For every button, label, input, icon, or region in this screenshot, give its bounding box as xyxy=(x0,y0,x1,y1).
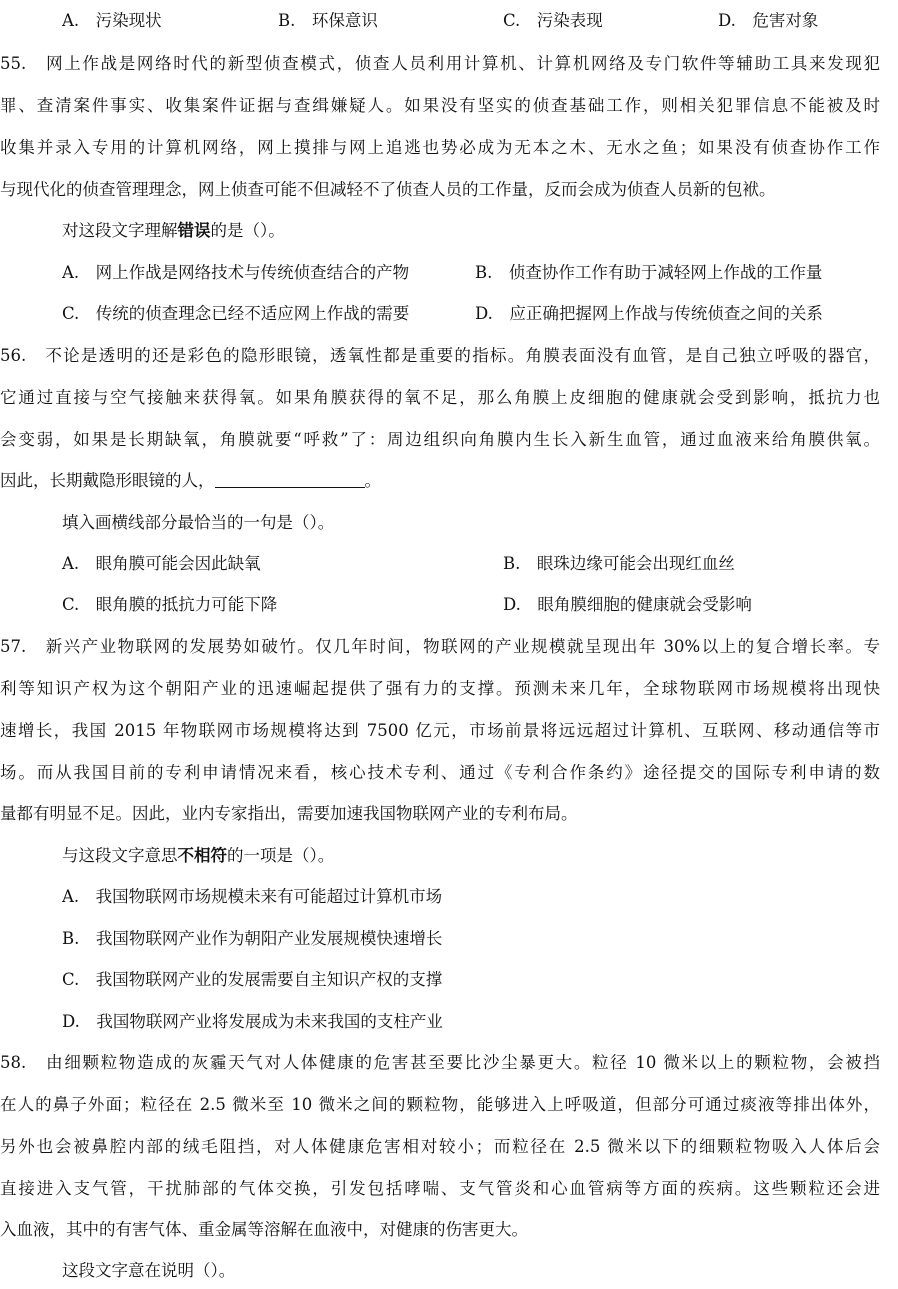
q58-passage-last-line: 入血液，其中的有害气体、重金属等溶解在血液中，对健康的伤害更大。 xyxy=(0,1220,528,1239)
q56-option-a: A. 眼角膜可能会因此缺氧 xyxy=(62,554,261,573)
q56-passage-last-line: 因此，长期戴隐形眼镜的人， 。 xyxy=(0,471,381,490)
q58-passage-line: 直接进入支气管，干扰肺部的气体交换，引发包括哮喘、支气管炎和心血管病等方面的疾病。这些颗粒还会进 xyxy=(0,1179,880,1198)
q55-passage-line: 收集并录入专用的计算机网络，网上摸排与网上追逃也势必成为无本之木、无水之鱼；如果没有侦查协作工作 xyxy=(0,138,880,157)
q55-option-d: D. 应正确把握网上作战与传统侦查之间的关系 xyxy=(475,304,823,323)
q58-passage-line: 在人的鼻子外面；粒径在 2.5 微米至 10 微米之间的颗粒物，能够进入上呼吸道，但部分可通过痰液等排出体外， xyxy=(0,1095,880,1114)
q55-question-stem: 对这段文字理解错误的是（）。 xyxy=(62,221,285,240)
q54-option-b: B. 环保意识 xyxy=(278,11,378,30)
q57-option-b: B. 我国物联网产业作为朝阳产业发展规模快速增长 xyxy=(62,929,443,948)
q55-option-a: A. 网上作战是网络技术与传统侦查结合的产物 xyxy=(62,263,410,282)
q55-option-c: C. 传统的侦查理念已经不适应网上作战的需要 xyxy=(62,304,410,323)
q57-option-d: D. 我国物联网产业将发展成为未来我国的支柱产业 xyxy=(62,1012,443,1031)
q55-option-b: B. 侦查协作工作有助于减轻网上作战的工作量 xyxy=(475,263,823,282)
q55-passage-line: 与现代化的侦查管理理念，网上侦查可能不但减轻不了侦查人员的工作量，反而会成为侦查人员新的包袱。 xyxy=(0,180,776,199)
q55-passage-line: 罪、查清案件事实、收集案件证据与查缉嫌疑人。如果没有坚实的侦查基础工作，则相关犯罪信息不能被及时 xyxy=(0,96,880,115)
q58-passage-line: 58. 由细颗粒物造成的灰霾天气对人体健康的危害甚至要比沙尘暴更大。粒径 10 微米以上的颗粒物，会被挡 xyxy=(0,1053,880,1072)
q57-passage-line: 利等知识产权为这个朝阳产业的迅速崛起提供了强有力的支撑。预测未来几年，全球物联网市场规模将出现快 xyxy=(0,679,880,698)
answer-blank xyxy=(215,471,365,488)
q58-question-stem: 这段文字意在说明（）。 xyxy=(62,1261,236,1280)
q58-passage-line: 另外也会被鼻腔内部的绒毛阻挡，对人体健康危害相对较小；而粒径在 2.5 微米以下的细颗粒物吸入人体后会 xyxy=(0,1137,880,1156)
q54-option-d: D. 危害对象 xyxy=(718,11,819,30)
q56-passage-line: 会变弱，如果是长期缺氧，角膜就要“呼救”了：周边组织向角膜内生长入新生血管，通过血液来给角膜供氧。 xyxy=(0,430,880,449)
q54-option-c: C. 污染表现 xyxy=(503,11,603,30)
q56-question-stem: 填入画横线部分最恰当的一句是（）。 xyxy=(62,513,335,532)
q56-option-b: B. 眼珠边缘可能会出现红血丝 xyxy=(503,554,735,573)
q57-option-c: C. 我国物联网产业的发展需要自主知识产权的支撑 xyxy=(62,970,443,989)
q56-option-c: C. 眼角膜的抵抗力可能下降 xyxy=(62,595,278,614)
q56-option-d: D. 眼角膜细胞的健康就会受影响 xyxy=(503,595,752,614)
q55-passage-line: 55. 网上作战是网络时代的新型侦查模式，侦查人员利用计算机、计算机网络及专门软件等辅助工具来发现犯 xyxy=(0,54,880,73)
q57-passage-last-line: 量都有明显不足。因此，业内专家指出，需要加速我国物联网产业的专利布局。 xyxy=(0,804,578,823)
q54-option-a: A. 污染现状 xyxy=(62,11,162,30)
q56-passage-line: 它通过直接与空气接触来获得氧。如果角膜获得的氧不足，那么角膜上皮细胞的健康就会受到影响，抵抗力也 xyxy=(0,388,880,407)
q57-question-stem: 与这段文字意思不相符的一项是（）。 xyxy=(62,846,335,865)
q57-passage-line: 场。而从我国目前的专利申请情况来看，核心技术专利、通过《专利合作条约》途径提交的国际专利申请的数 xyxy=(0,763,880,782)
q57-option-a: A. 我国物联网市场规模未来有可能超过计算机市场 xyxy=(62,887,443,906)
q56-passage-line: 56. 不论是透明的还是彩色的隐形眼镜，透氧性都是重要的指标。角膜表面没有血管，是自己独立呼吸的器官， xyxy=(0,346,880,365)
q57-passage-line: 57. 新兴产业物联网的发展势如破竹。仅几年时间，物联网的产业规模就呈现出年 30%以上的复合增长率。专 xyxy=(0,637,880,656)
q57-passage-line: 速增长，我国 2015 年物联网市场规模将达到 7500 亿元，市场前景将远远超过计算机、互联网、移动通信等市 xyxy=(0,721,880,740)
